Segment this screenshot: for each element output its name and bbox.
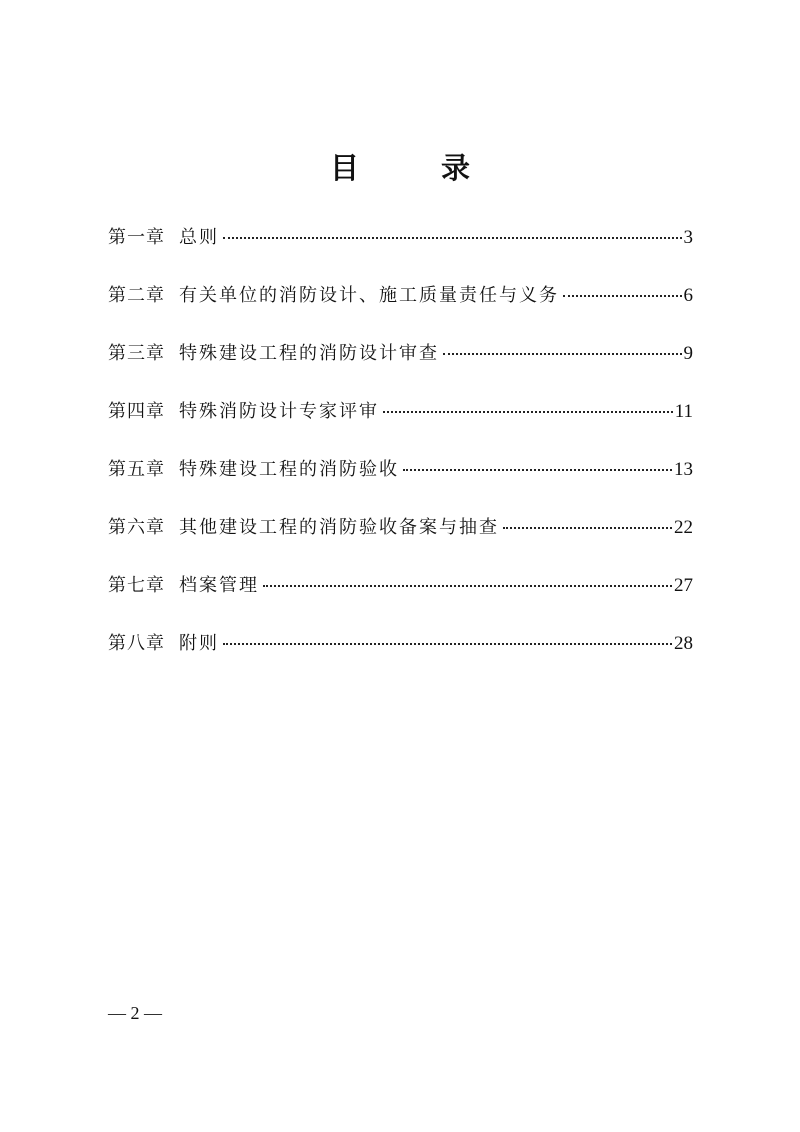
toc-chapter-number: 第七章 bbox=[108, 575, 165, 596]
toc-chapter-number: 第八章 bbox=[108, 633, 165, 654]
toc-entry-4[interactable] bbox=[108, 396, 693, 454]
toc-entry-7[interactable] bbox=[108, 570, 693, 628]
toc-chapter-number: 第四章 bbox=[108, 401, 165, 422]
page-number-footer: — 2 — bbox=[108, 1003, 162, 1023]
toc-entry-6[interactable] bbox=[108, 512, 693, 570]
toc-entry-3[interactable] bbox=[108, 338, 693, 396]
dot-leader bbox=[563, 295, 682, 297]
toc-page-number: 28 bbox=[674, 633, 693, 654]
dot-leader bbox=[403, 469, 672, 471]
toc-page-number: 11 bbox=[674, 401, 693, 422]
toc-entry-2[interactable] bbox=[108, 280, 693, 338]
toc-entry-1[interactable] bbox=[108, 222, 693, 280]
dot-leader bbox=[223, 643, 672, 645]
toc-chapter-heading: 特殊建设工程的消防设计审查 bbox=[179, 343, 439, 364]
table-of-contents bbox=[108, 222, 693, 686]
toc-chapter-number: 第三章 bbox=[108, 343, 165, 364]
dot-leader bbox=[383, 411, 673, 413]
toc-chapter-number: 第二章 bbox=[108, 285, 165, 306]
toc-entry-5[interactable] bbox=[108, 454, 693, 512]
toc-chapter-heading: 特殊建设工程的消防验收 bbox=[179, 459, 399, 480]
toc-page-number: 13 bbox=[674, 459, 693, 480]
toc-page-number: 27 bbox=[674, 575, 693, 596]
toc-page-number: 9 bbox=[683, 343, 693, 364]
toc-chapter-heading: 附则 bbox=[179, 633, 219, 654]
dot-leader bbox=[503, 527, 672, 529]
toc-chapter-heading: 总则 bbox=[179, 227, 219, 248]
toc-chapter-number: 第六章 bbox=[108, 517, 165, 538]
page-title: 目 录 bbox=[329, 151, 507, 185]
dot-leader bbox=[223, 237, 682, 239]
toc-page-number: 3 bbox=[683, 227, 693, 248]
toc-chapter-heading: 档案管理 bbox=[179, 575, 259, 596]
toc-page-number: 6 bbox=[683, 285, 693, 306]
toc-chapter-heading: 特殊消防设计专家评审 bbox=[179, 401, 379, 422]
toc-page-number: 22 bbox=[674, 517, 693, 538]
toc-chapter-heading: 有关单位的消防设计、施工质量责任与义务 bbox=[179, 285, 559, 306]
toc-chapter-heading: 其他建设工程的消防验收备案与抽查 bbox=[179, 517, 499, 538]
toc-chapter-number: 第一章 bbox=[108, 227, 165, 248]
toc-chapter-number: 第五章 bbox=[108, 459, 165, 480]
dot-leader bbox=[263, 585, 672, 587]
toc-entry-8[interactable] bbox=[108, 628, 693, 686]
dot-leader bbox=[443, 353, 682, 355]
